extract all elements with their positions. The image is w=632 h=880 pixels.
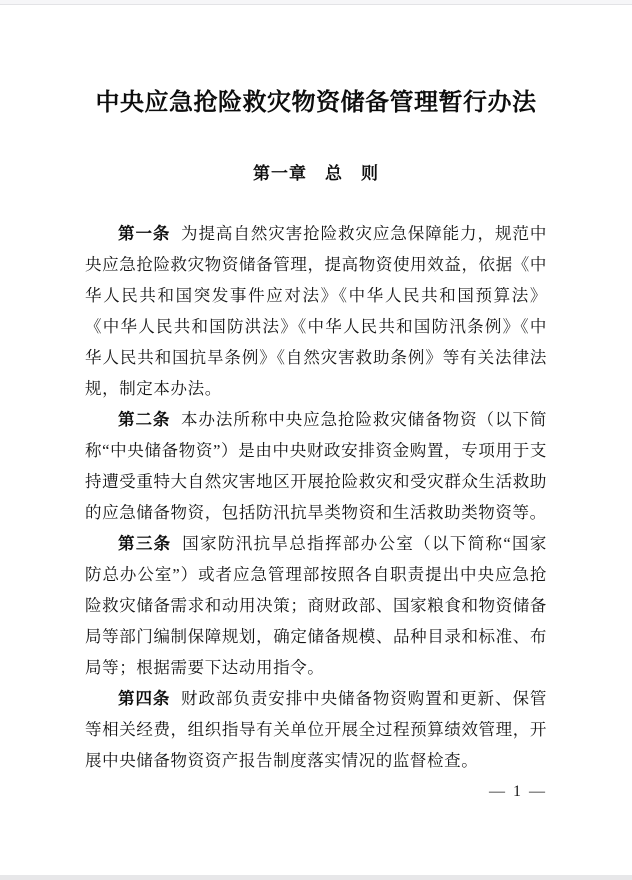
article-1-text: 为提高自然灾害抢险救灾应急保障能力，规范中央应急抢险救灾物资储备管理，提高物资使用效益，依据《中华人民共和国突发事件应对法》《中华人民共和国预算法》《中华人民共和国防洪法》《中华人民共和国防汛条例》《中华人民共和国抗旱条例》《自然灾害救助条例》等有关法律法规，制定本办法。 [85,224,547,398]
article-3 [85,528,547,683]
article-4 [85,683,547,776]
article-3-number: 第三条 [118,534,172,553]
viewer-edge-top [0,0,632,5]
chapter-heading: 第一章 总 则 [253,164,379,183]
document-body [85,218,547,776]
viewer-edge-bottom [0,875,632,880]
article-2-text: 本办法所称中央应急抢险救灾储备物资（以下简称“中央储备物资”）是由中央财政安排资金购置，专项用于支持遭受重特大自然灾害地区开展抢险救灾和受灾群众生活救助的应急储备物资，包括防汛抗旱类物资和生活救助类物资等。 [85,410,547,522]
page-content [0,6,632,802]
article-1-number: 第一条 [118,224,171,243]
article-1 [85,218,547,404]
article-2-number: 第二条 [118,410,171,429]
article-2 [85,404,547,528]
document-title: 中央应急抢险救灾物资储备管理暂行办法 [95,90,537,116]
article-4-text: 财政部负责安排中央储备物资购置和更新、保管等相关经费，组织指导有关单位开展全过程预算绩效管理，开展中央储备物资资产报告制度落实情况的监督检查。 [85,689,547,770]
page-number: — 1 — [489,783,547,800]
article-3-text: 国家防汛抗旱总指挥部办公室（以下简称“国家防总办公室”）或者应急管理部按照各自职责提出中央应急抢险救灾储备需求和动用决策；商财政部、国家粮食和物资储备局等部门编制保障规划，确定储备规模、品种目录和标准、布局等；根据需要下达动用指令。 [85,534,547,677]
article-4-number: 第四条 [118,689,171,708]
